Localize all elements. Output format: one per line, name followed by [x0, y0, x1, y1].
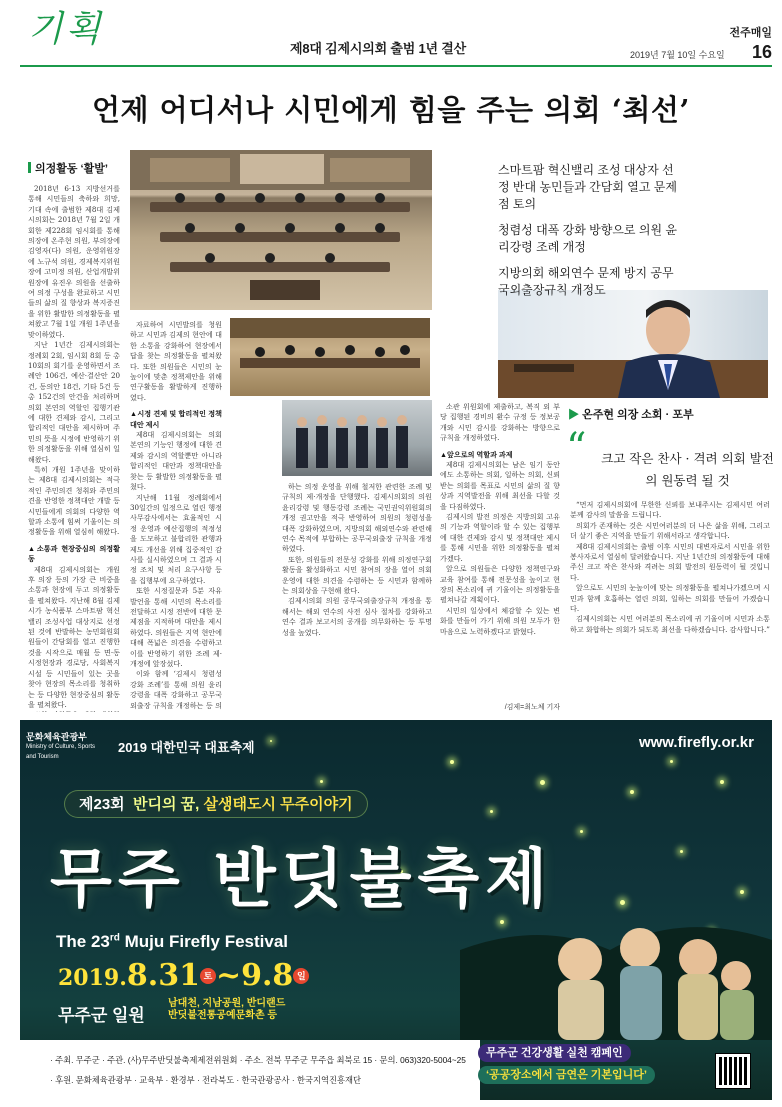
paragraph: 자료하여 시민발의를 청원하고 시민과 김제의 현안에 대한 소통을 강화하여 현장에서 답을 찾는 의정활동을 펼쳐왔다. 또한 의원들은 시민의 눈높이에 맞춘 정책제안을 위해 연구활동을 활발하게 진행하였다.: [130, 320, 222, 402]
paragraph: 김제시의회는 시민 여러분의 목소리에 귀 기울이며 시민과 소통하고 화합하는 의회가 되도록 최선을 다하겠습니다. 감사합니다.”: [570, 614, 770, 634]
article-column-3: [282, 482, 432, 712]
paragraph: 소관 위원회에 제출하고, 복직 외 부당 집행된 경비의 환수 규정 등 정보공개와 시민 감시를 강화하는 방향으로 규칙을 개정하였다.: [440, 402, 560, 443]
article-column-5: [570, 500, 770, 700]
paragraph: “먼저 김제시의회에 무한한 신뢰를 보내주시는 김제시민 여러분께 감사의 말씀을 드립니다.: [570, 500, 770, 520]
paragraph: 지난 1년간 김제시의회는 정례회 2회, 임시회 8회 등 총 10회의 회기를 운영하면서 조례안 106건, 예산·결산안 20건, 동의안 18건, 기타 5건 등 총 152건의 안건을 처리하며 의회 본연의 역할인 집행기관에 대한 견제와 감시, 그리고 합리적인 대안을 제시하며 주민의 뜻을 시정에 반영하기 위한 의정활동을 위해 열심히 일해왔다.: [28, 340, 120, 464]
page-number: 16: [751, 42, 772, 62]
paragraph: 하는 의정 운영을 위해 철저한 관련한 조례 및 규칙의 제·개정을 단행했다. 김제시의회의 의원 윤리강령 및 행동강령 조례는 국민권익위원회의 개정 권고안을 적극 반영하여 의원의 청렴성을 대폭 강화하였으며, 지방의회 해외연수와 관련해 연수 목적에 부합하는 공무국외출장 규칙을 개정하였다.: [282, 482, 432, 554]
festival-location: 무주군 일원: [58, 1006, 145, 1025]
profile-label: [568, 406, 694, 422]
triangle-icon: ▶: [568, 409, 583, 421]
firefly-sparkle: [670, 760, 673, 763]
article-column-4: [440, 402, 560, 712]
festival-tag: 2019 대한민국 대표축제: [118, 740, 255, 755]
paragraph: 의회가 존재하는 것은 시민여러분의 더 나은 삶을 위해, 그리고 더 살기 좋은 지역을 만들기 위해서라고 생각합니다.: [570, 520, 770, 541]
date-separator: ~: [215, 958, 242, 993]
headline: 언제 어디서나 시민에게 힘을 주는 의회 ‘최선’: [91, 93, 691, 127]
photo-caption: 스마트팜 혁신밸리 조성 대상자 선정 반대 농민들과 간담회 열고 문제점 토의: [498, 163, 677, 211]
festival-url[interactable]: www.firefly.or.kr: [638, 734, 754, 751]
festival-venues: [168, 998, 285, 1022]
festival-title: 무주 반딧불축제: [50, 843, 554, 917]
section-label: [28, 160, 108, 176]
issue-date: 2019년 7월 10일 수요일: [630, 50, 725, 60]
ministry-name-en: Ministry of Culture, Sports and Tourism: [26, 744, 96, 760]
footer-host: · 주최. 무주군 · 주관. (사)무주반딧불축제제전위원회 · 주소. 전북 무주군 무주읍 최북로 15 · 문의. 063)320-5004~25: [50, 1055, 466, 1065]
campaign-title: 무주군 건강생활 실천 캠페인: [478, 1044, 631, 1062]
title-en-sup: rd: [109, 932, 120, 944]
quote-icon: “: [566, 425, 587, 471]
title-en-b: Muju Firefly Festival: [119, 932, 289, 951]
footer-sponsors: · 후원. 문화체육관광부 · 교육부 · 환경부 · 전라북도 · 한국관광공사 · 한국지역진흥재단: [50, 1075, 362, 1085]
start-day-badge: 토: [200, 968, 216, 984]
slogan-part-b: 생태도시 무주이야기: [217, 796, 353, 813]
paragraph: 앞으로 의원들은 다양한 정책연구와 교육 참여를 통해 전문성을 높이고 현장의 목소리에 귀 기울이는 의정활동을 펼쳐나갈 계획이다.: [440, 564, 560, 605]
byline: /김제=최노체 기자: [504, 704, 560, 711]
date-end: 9.8: [241, 958, 294, 993]
firefly-sparkle: [270, 740, 272, 742]
section-label-text: 의정활동 ‘활발’: [35, 163, 108, 175]
paragraph: 제8대 김제시의회는 출범 이후 시민의 대변자로서 시민을 위한 봉사자로서 열심히 달려왔습니다. 지난 1년간의 의정활동에 대해 주신 크고 작은 찬사와 격려는 의회 발전의 원동력이 될 것입니다.: [570, 541, 770, 582]
paragraph: 시민의 일상에서 체감할 수 있는 변화를 만들어 가기 위해 의원 모두가 한마음으로 노력하겠다고 밝혔다.: [440, 605, 560, 636]
ministry-logo: [26, 732, 106, 762]
date-start: 8.31: [126, 958, 200, 993]
paragraph: 2018년 6·13 지방선거를 통해 시민들의 축하와 희망, 기대 속에 출범한 제8대 김제시의회는 2018년 7월 2일 개회한 제228회 임시회를 통해 의장에 온주현 의원, 부의장에 김영자(다) 의원, 운영위원장에 노규석 의원, 경제복지위원장에 고미정 의원, 산업개발위원장에 유진우 의원을 선출하여 의정 구성을 완료하고 시민들의 삶의 질 향상과 복지증진을 위한 활발한 의정활동을 펼쳐왔고 7월 1일 개원 1주년을 맞이하였다.: [28, 184, 120, 339]
campaign-slogan: ‘공공장소에서 금연은 기본입니다’: [478, 1066, 655, 1084]
end-day-badge: 일: [293, 968, 309, 984]
festival-dates: [58, 958, 309, 993]
series-title: 제8대 김제시의회 출범 1년 결산: [290, 41, 467, 56]
paragraph: 또한, 의원들의 전문성 강화를 위해 의정연구회 활동을 활성화하고 시민 참여의 장을 열어 의회 운영에 대한 의견을 수렴하는 등 시민과 함께하는 의회상을 구현해 왔다.: [282, 554, 432, 596]
paragraph: 제8대 김제시의회는 개원 후 의장 등의 가장 큰 비중을 소통과 현장에 두고 의정활동을 펼쳐왔다. 지난해 8월 김제시가 농식품부 스마트팜 혁신밸리 조성사업 대상지로 선정된 것에 반발하는 농민회원회원들이 간담회를 열고 진행한 것을 시작으로 매월 등 면·동 시정현장과 경로당, 사회복지시설 등 시민들이 있는 곳을 찾아 현장의 목소리를 청취하는 등 다양한 현장중심의 활동을 펼쳐왔다.: [28, 564, 120, 709]
group-photo: [282, 400, 432, 476]
paragraph: 김제시의회 의원 공무국외출장규칙 개정을 통해서는 해외 연수의 사전 심사 절차를 강화하고 연수 결과 보고서의 공개를 의무화하는 등 투명성을 높였다.: [282, 596, 432, 637]
firefly-sparkle: [580, 830, 583, 833]
edition-badge: 제23회: [79, 796, 125, 813]
paragraph: 또한 시정질문과 5분 자유발언을 통해 시민의 목소리를 전달하고 시정 전반에 대한 문제점을 지적하며 대안을 제시하였다. 의원들은 지역 현안에 대해 폭넓은 의견을 수렴하고 이를 반영하기 위한 조례 제·개정에 앞장섰다.: [130, 586, 222, 668]
paragraph: 앞으로도 시민의 눈높이에 맞는 의정활동을 펼쳐나가겠으며 시민과 함께 호흡하는 열린 의회, 일하는 의회를 만들어 가겠습니다.: [570, 583, 770, 614]
paragraph: 특히 개원 1주년을 맞이하는 제8대 김제시의회는 적극적인 주민의견 청취와 주민의견을 반영한 정책대안 개발 등 시민들에게 의회의 다양한 역할과 소통에 힘써 기울이는 의정활동을 위해 열심히 해왔다.: [28, 464, 120, 537]
photo-caption: 지방의회 해외연수 문제 방지 공무국외출장규칙 개정도: [498, 266, 674, 297]
ministry-name: 문화체육관광부: [26, 732, 87, 742]
paragraph: 지난해 11월 정례회에서 30일간의 일정으로 열린 행정사무감사에서는 효율적인 시정 운영과 예산집행의 적정성을 도모하고 불합리한 관행과 제도 개선을 위해 집중적인 감사를 실시하였으며 그 결과 시정 조치 및 처리 요구사항 등을 집행부에 요구하였다.: [130, 492, 222, 585]
paragraph: 제8대 김제시의회는 남은 임기 동안에도 소통하는 의회, 일하는 의회, 신뢰받는 의회를 목표로 시민의 삶의 질 향상과 지역발전을 위해 최선을 다할 것을 다짐하였다.: [440, 460, 560, 511]
subheading: ▲시정 견제 및 합리적인 정책대안 제시: [130, 410, 222, 429]
paragraph: 제8대 김제시의회는 의회 본연의 기능인 행정에 대한 견제와 감시의 역할뿐만 아니라 합리적인 대안과 정책대안을 찾는 등 활발한 의정활동을 펼쳤다.: [130, 430, 222, 492]
paragraph: [28, 710, 120, 712]
page-header: [0, 0, 782, 72]
qr-code-icon[interactable]: [716, 1054, 750, 1088]
photo-caption: 청렴성 대폭 강화 방향으로 의원 윤리강령 조례 개정: [498, 223, 677, 254]
festival-footer: [20, 1040, 480, 1100]
subheading: ▲앞으로의 역할과 과제: [440, 450, 513, 459]
subheading: ▲소통과 현장중심의 의정활동: [28, 544, 120, 564]
paragraph: 이와 함께 ‘김제시 청렴성 강화 조례’를 통해 의원 윤리강령을 대폭 강화하고 공무국외출장 규칙을 개정하는 등 의: [130, 669, 222, 710]
slogan-highlight: 살: [203, 796, 218, 813]
article-column-1: [28, 184, 120, 712]
article-column-2: [130, 320, 222, 712]
council-session-photo: [130, 150, 432, 310]
firefly-sparkle: [490, 810, 493, 813]
firefly-sparkle: [720, 780, 724, 784]
label-bar: [28, 162, 31, 173]
meeting-photo: [230, 318, 430, 396]
newspaper-name: 전주매일: [729, 27, 772, 39]
section-title: 기획: [28, 9, 104, 50]
paragraph: 김제시의 발전 의정은 지방의회 고유의 기능과 역할이라 할 수 있는 집행부에 대한 견제와 감시 및 정책대안 제시를 통해 시민을 위한 의정활동을 펼쳐가겠다.: [440, 512, 560, 563]
venue-line: 반딧불전통공예문화촌 등: [168, 1010, 278, 1021]
festival-slogan-banner: [64, 790, 368, 818]
date-year: 2019.: [58, 965, 127, 991]
title-en-a: The 23: [56, 932, 110, 951]
firefly-sparkle: [320, 780, 323, 783]
venue-line: 남대천, 지남공원, 반디랜드: [168, 998, 286, 1009]
festival-advertisement[interactable]: [20, 720, 772, 1100]
profile-label-text: 온주현 의장 소회 · 포부: [582, 409, 694, 421]
health-campaign: [478, 1044, 702, 1088]
firefly-sparkle: [630, 790, 634, 794]
header-divider: [20, 65, 772, 67]
firefly-sparkle: [540, 780, 545, 785]
firefly-sparkle: [450, 760, 454, 764]
photo-caption-list: [498, 162, 678, 308]
festival-title-en: [56, 932, 288, 952]
slogan-part-a: 반디의 꿈,: [133, 796, 200, 813]
pull-quote: 크고 작은 찬사 · 격려 의회 발전의 원동력 될 것: [601, 451, 774, 488]
